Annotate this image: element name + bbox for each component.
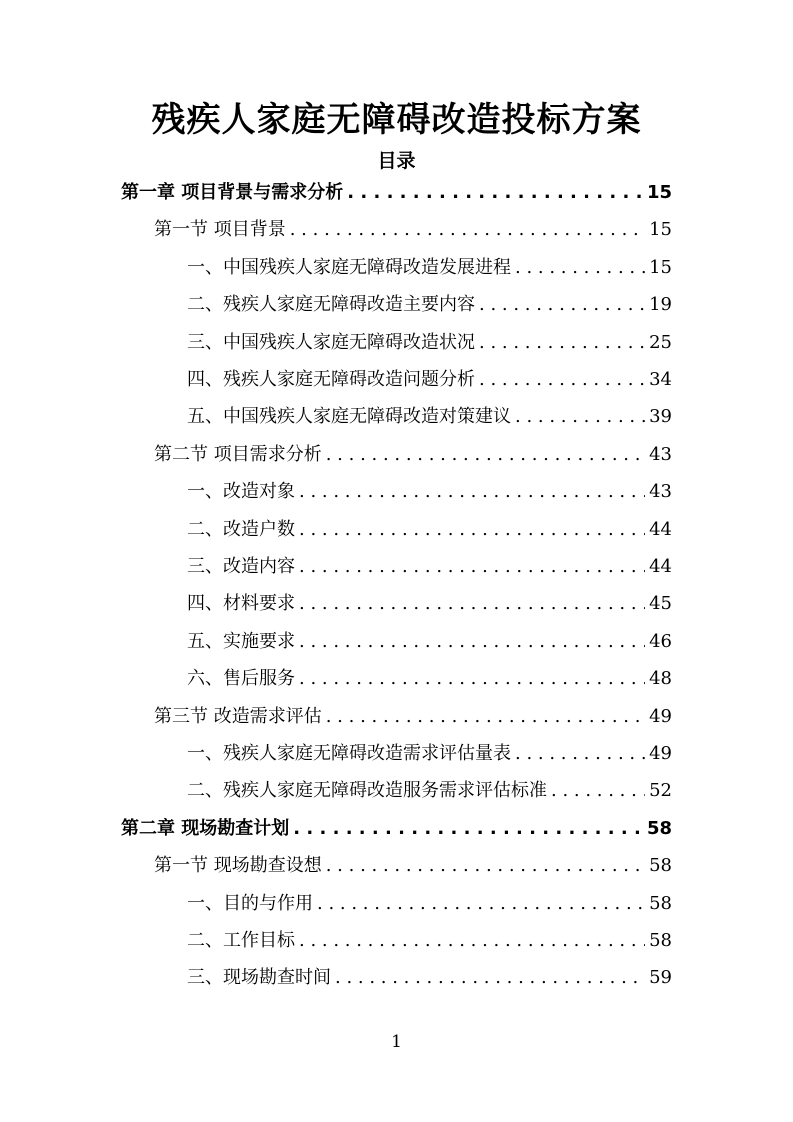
toc-entry-label: 五、中国残疾人家庭无障碍改造对策建议 [187,406,511,428]
toc-entry-label: 二、残疾人家庭无障碍改造服务需求评估标准 [187,780,547,802]
toc-entry-label: 一、目的与作用 [187,892,313,914]
toc-leader-dots [347,174,643,211]
toc-entry[interactable] [121,174,672,211]
toc-entry-page: 39 [649,406,672,428]
toc-entry-label: 四、材料要求 [187,593,295,615]
toc-entry-label: 第一节 项目背景 [154,219,286,241]
toc-entry-page: 15 [649,219,672,241]
toc-leader-dots [335,959,645,996]
page-number: 1 [391,1032,402,1052]
toc-entry[interactable] [187,249,672,286]
toc-leader-dots [515,398,645,435]
toc-entry[interactable] [187,548,672,585]
toc-entry-page: 45 [649,593,672,615]
toc-entry[interactable] [187,959,672,996]
toc-entry-page: 15 [646,182,672,203]
toc-entry[interactable] [187,772,672,809]
toc-entry-label: 二、残疾人家庭无障碍改造主要内容 [187,294,475,316]
toc-leader-dots [299,473,645,510]
toc-leader-dots [515,249,645,286]
toc-entry[interactable] [187,398,672,435]
toc-entry[interactable] [187,585,672,622]
toc-entry-page: 58 [649,930,672,951]
toc-entry[interactable] [187,361,672,398]
toc-leader-dots [299,623,645,660]
toc-leader-dots [326,847,645,884]
toc-entry-label: 一、中国残疾人家庭无障碍改造发展进程 [187,256,511,278]
toc-leader-dots [299,511,645,548]
toc-leader-dots [299,922,645,959]
toc-entry-page: 43 [649,481,672,503]
toc-leader-dots [293,810,643,847]
toc-entry-label: 第二章 现场勘查计划 [121,817,290,839]
toc-leader-dots [317,885,645,922]
toc-entry-page: 25 [649,331,672,353]
toc-entry-label: 第一节 现场勘查设想 [154,855,322,877]
toc-entry-label: 四、残疾人家庭无障碍改造问题分析 [187,369,475,390]
toc-entry-page: 59 [649,967,672,989]
toc-heading: 目录 [377,150,416,172]
toc-leader-dots [515,735,645,772]
toc-entry-label: 第三节 改造需求评估 [154,705,322,727]
toc-entry[interactable] [187,885,672,922]
toc-entry-label: 二、工作目标 [187,930,295,951]
toc-leader-dots [326,436,645,473]
toc-entry-page: 58 [649,892,672,914]
toc-entry-page: 44 [649,556,672,577]
toc-entry[interactable] [154,211,672,248]
toc-entry[interactable] [154,698,672,735]
toc-leader-dots [479,361,645,398]
toc-entry[interactable] [187,324,672,361]
toc-entry-page: 19 [649,294,672,316]
toc-leader-dots [326,698,645,735]
toc-leader-dots [299,585,645,622]
toc-leader-dots [551,772,645,809]
toc-entry-page: 49 [649,743,672,764]
toc-leader-dots [479,286,645,323]
toc-entry-label: 二、改造户数 [187,518,295,540]
toc-leader-dots [299,548,645,585]
toc-entry[interactable] [187,922,672,959]
toc-entry-page: 52 [649,780,672,802]
toc-entry-page: 48 [649,668,672,690]
toc-entry-label: 五、实施要求 [187,630,295,652]
toc-entry-label: 六、售后服务 [187,668,295,690]
toc-entry[interactable] [187,660,672,697]
toc-entry-label: 一、改造对象 [187,481,295,503]
toc-leader-dots [299,660,645,697]
toc-entry-page: 49 [649,705,672,727]
toc-entry-page: 43 [649,443,672,465]
toc-entry-page: 58 [649,855,672,877]
toc-entry[interactable] [154,436,672,473]
toc-leader-dots [479,324,645,361]
toc-entry-label: 第一章 项目背景与需求分析 [121,182,344,203]
toc-entry[interactable] [187,735,672,772]
toc-entry-page: 46 [649,630,672,652]
toc-entry-page: 34 [649,369,672,390]
toc-entry-page: 15 [649,256,672,278]
toc-entry-label: 三、中国残疾人家庭无障碍改造状况 [187,331,475,353]
toc-entry-label: 一、残疾人家庭无障碍改造需求评估量表 [187,743,511,764]
toc-entry[interactable] [187,623,672,660]
toc-entry[interactable] [121,810,672,847]
toc-entry-label: 三、现场勘查时间 [187,967,331,989]
toc-entry-page: 44 [649,518,672,540]
document-title: 残疾人家庭无障碍改造投标方案 [151,100,642,140]
toc-entry[interactable] [187,473,672,510]
toc-entry-page: 58 [646,817,672,839]
toc-entry[interactable] [154,847,672,884]
toc-entry-label: 第二节 项目需求分析 [154,443,322,465]
toc-entry[interactable] [187,511,672,548]
toc-entry-label: 三、改造内容 [187,556,295,577]
toc-entry[interactable] [187,286,672,323]
toc-leader-dots [290,211,645,248]
